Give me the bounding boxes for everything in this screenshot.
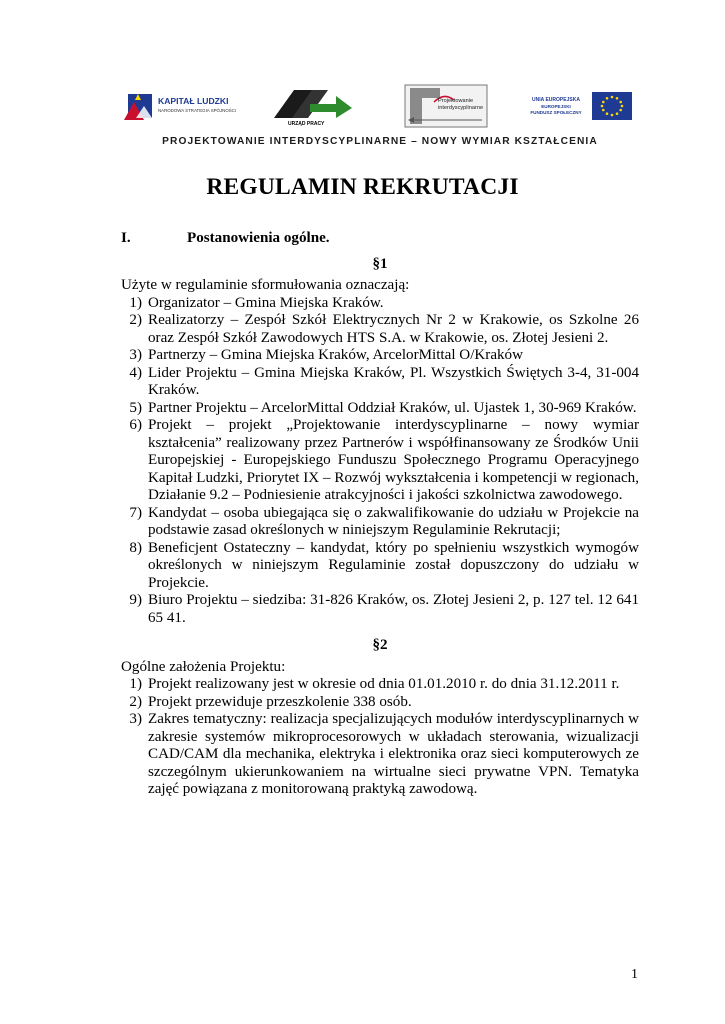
list-item [121,347,639,365]
item-number: 7) [129,504,142,521]
list-item [121,592,639,627]
paragraph-intro: Ogólne założenia Projektu: [121,658,286,675]
unia-line1: UNIA EUROPEJSKA [532,97,580,103]
item-text: Projekt – projekt „Projektowanie interdyscyplinarne – nowy wymiar kształcenia” realizowany przez Partnerów i współfinansowany ze Środków Unii Europejskiej - Europejskiego Funduszu Społecznego Programu Operacyjnego Kapitał Ludzki, Priorytet IX – Rozwój wykształcenia i kompetencji w regionach, Działanie 9.2 – Podniesienie atrakcyjności i jakości szkolnictwa zawodowego. [148,417,639,503]
list-item [121,694,639,712]
list-item [121,312,639,347]
kapital-ludzki-title: KAPITAŁ LUDZKI [158,96,229,106]
list-item [121,365,639,400]
urzad-pracy-logo [274,84,354,130]
projektowanie-line2: interdyscyplinarne [438,105,484,111]
item-number: 6) [129,417,142,433]
section-heading [121,230,639,248]
item-number: 5) [129,399,142,416]
item-text: Lider Projektu – Gmina Miejska Kraków, Pl. Wszystkich Świętych 3-4, 31-004 Kraków. [148,364,639,398]
urzad-pracy-caption: URZĄD PRACY [288,121,325,127]
item-text: Organizator – Gmina Miejska Kraków. [148,294,384,311]
projektowanie-logo [404,84,488,130]
item-text: Projekt realizowany jest w okresie od dnia 01.01.2010 r. do dnia 31.12.2011 r. [148,676,620,692]
paragraph-intro: Użyte w regulaminie sformułowania oznaczają: [121,277,410,293]
urzad-pracy-arrow-icon [274,84,354,120]
projektowanie-line1: Projektowanie [438,98,474,104]
item-number: 3) [129,711,142,727]
unia-europejska-logo [524,84,634,130]
item-text: Realizatorzy – Zespół Szkół Elektrycznych Nr 2 w Krakowie, os Szkolne 26 oraz Zespół Szkół Zawodowych HTS S.A. w Krakowie, os. Złotej Jesieni 2. [148,312,639,346]
item-text: Partnerzy – Gmina Miejska Kraków, ArcelorMittal O/Kraków [148,347,524,363]
header-tagline: PROJEKTOWANIE INTERDYSCYPLINARNE – NOWY WYMIAR KSZTAŁCENIA [162,136,598,147]
list-item [121,400,639,418]
paragraph-label: §2 [372,637,388,653]
kapital-ludzki-subtitle: NARODOWA STRATEGIA SPÓJNOŚCI [158,108,237,113]
page-number: 1 [631,967,638,982]
list-item [121,676,639,694]
unia-line2: EUROPEJSKI [541,104,571,109]
item-number: 3) [129,347,142,363]
list-item [121,417,639,505]
section-title: Postanowienia ogólne. [187,230,330,246]
item-text: Partner Projektu – ArcelorMittal Oddział Kraków, ul. Ujastek 1, 30-969 Kraków. [148,399,637,416]
item-text: Projekt przewiduje przeszkolenie 338 osób. [148,693,412,710]
kapital-ludzki-logo [122,84,242,130]
definitions-list [121,295,639,628]
assumptions-list [121,676,639,799]
list-item [121,295,639,313]
paragraph-label: §1 [372,255,388,272]
item-number: 9) [129,592,142,608]
item-number: 2) [129,312,142,328]
kapital-ludzki-icon [122,90,156,124]
item-text: Biuro Projektu – siedziba: 31-826 Kraków, os. Złotej Jesieni 2, p. 127 tel. 12 641 65 41. [148,592,639,626]
unia-line3: FUNDUSZ SPOŁECZNY [530,110,582,115]
header-logos [118,84,638,132]
section-number: I. [121,230,131,246]
document-body [121,230,639,799]
item-text: Kandydat – osoba ubiegająca się o zakwalifikowanie do udziału w Projekcie na podstawie zasad określonych w niniejszym Regulaminie Rekrutacji; [148,504,639,538]
list-item [121,540,639,593]
list-item [121,505,639,540]
document-title: REGULAMIN REKRUTACJI [206,174,519,200]
item-number: 2) [129,693,142,710]
list-item [121,711,639,799]
item-number: 4) [129,364,142,381]
item-text: Zakres tematyczny: realizacja specjalizujących modułów interdyscyplinarnych w zakresie systemów mikroprocesorowych w układach sterowania, wizualizacji CAD/CAM dla mechanika, elektryka i elektronika oraz sieci komputerowych ze szczególnym ukierunkowaniem na wirtualne sieci prywatne VPN. Tematyka zajęć powiązana z monitorowaną praktyką zawodową. [148,711,639,797]
item-text: Beneficjent Ostateczny – kandydat, który po spełnieniu wszystkich wymogów określonych w niniejszym Regulaminie został dopuszczony do udziału w Projekcie. [148,539,639,591]
eu-flag-icon [592,92,632,120]
item-number: 1) [129,676,142,692]
item-number: 1) [129,294,142,311]
item-number: 8) [129,539,142,556]
